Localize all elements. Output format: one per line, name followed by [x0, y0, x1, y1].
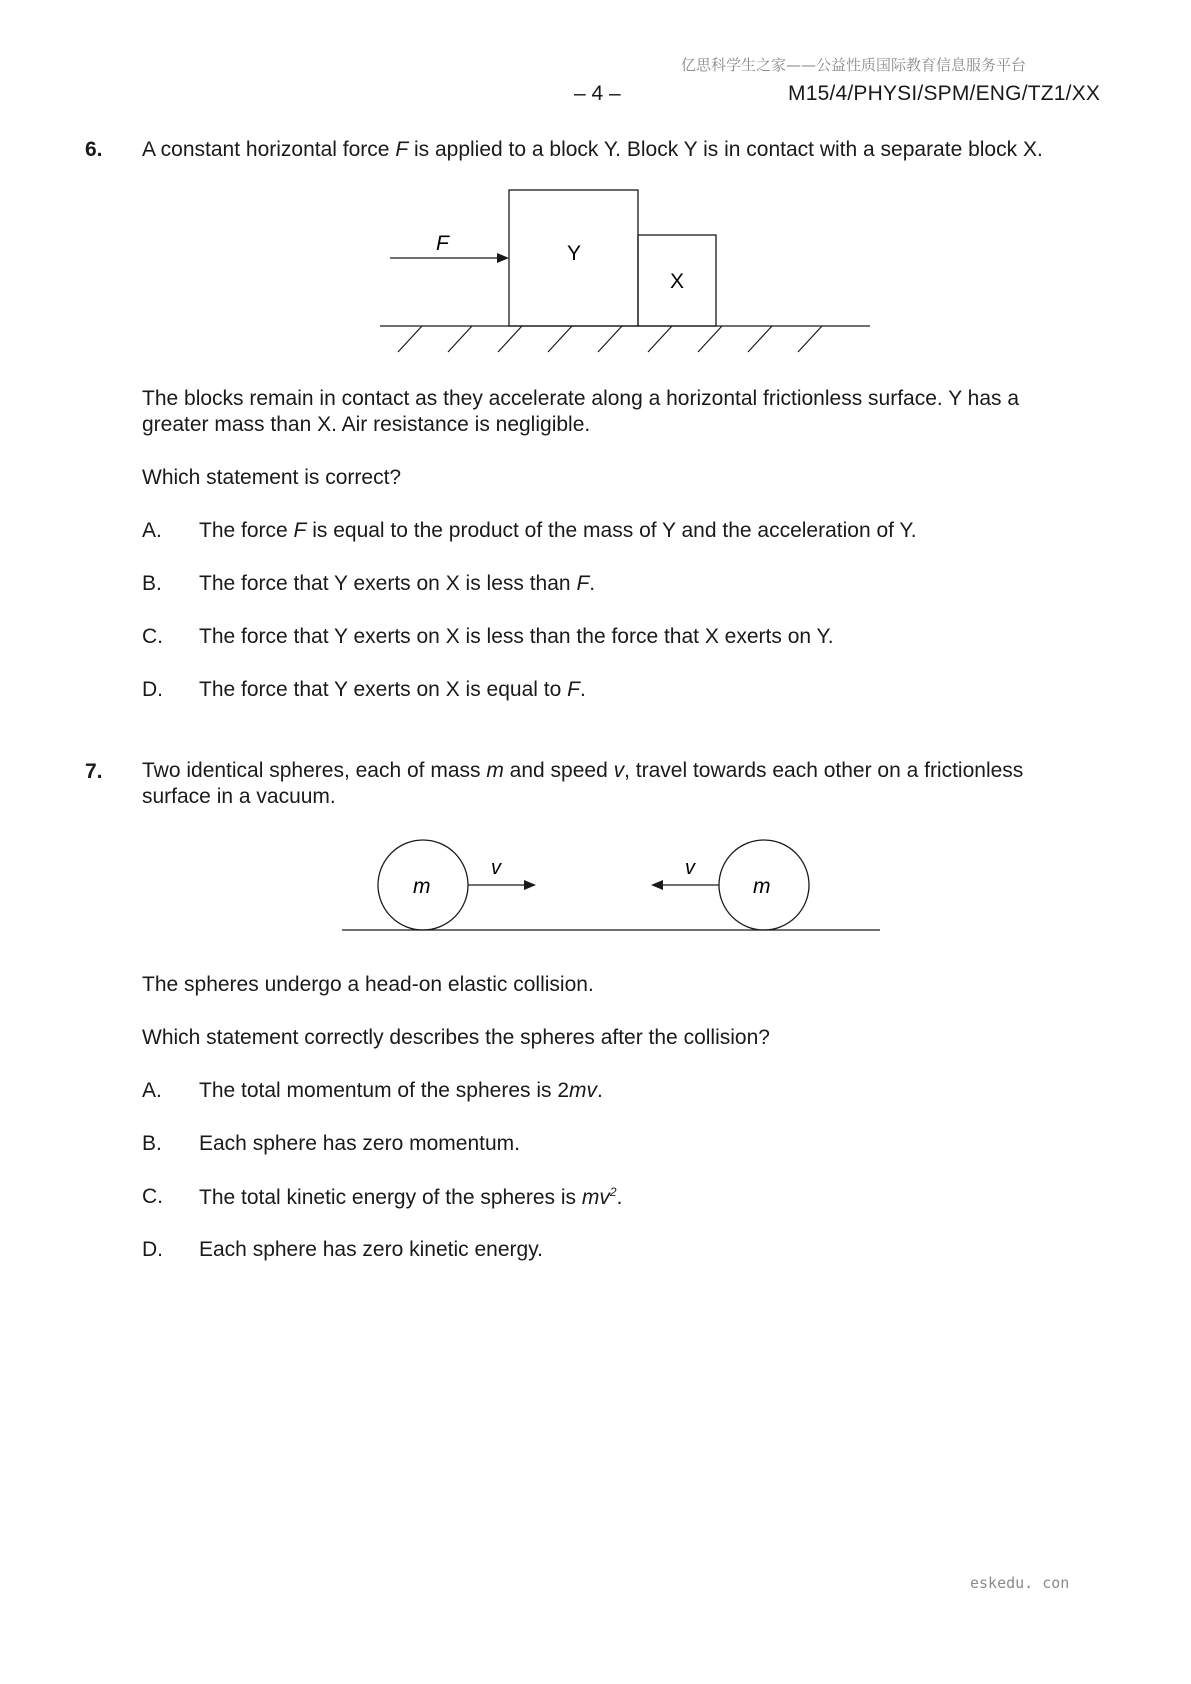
question-7-intro-2: surface in a vacuum.: [142, 785, 336, 808]
q6-option-d-text: The force that Y exerts on X is equal to F.: [199, 678, 586, 701]
spheres-diagram: [330, 830, 890, 940]
question-6-number: 6.: [85, 138, 103, 161]
q6-option-a-letter: A.: [142, 519, 162, 542]
question-7-prompt: Which statement correctly describes the spheres after the collision?: [142, 1026, 770, 1049]
q6-option-b-text: The force that Y exerts on X is less than F.: [199, 572, 596, 595]
sphere-left-mass: m: [413, 875, 431, 898]
sphere-right-mass: m: [753, 875, 771, 898]
question-7-intro-1: Two identical spheres, each of mass m and speed v, travel towards each other on a frictionless: [142, 759, 1024, 782]
q6-option-c-letter: C.: [142, 625, 163, 648]
q7-option-a-letter: A.: [142, 1079, 162, 1102]
q6-option-a-text: The force F is equal to the product of the mass of Y and the acceleration of Y.: [199, 519, 917, 542]
q7-option-d-text: Each sphere has zero kinetic energy.: [199, 1238, 543, 1261]
q7-option-b-letter: B.: [142, 1132, 162, 1155]
block-x-label: X: [670, 270, 685, 293]
question-6-intro: A constant horizontal force F is applied to a block Y. Block Y is in contact with a separate block X.: [142, 138, 1043, 161]
ground-hatching: [398, 326, 822, 352]
force-arrow-head: [497, 253, 509, 263]
q6-option-b-letter: B.: [142, 572, 162, 595]
blocks-diagram: [370, 184, 880, 359]
velocity-left-label: v: [491, 857, 501, 879]
watermark-footer: eskedu. con: [970, 1574, 1070, 1592]
page-number: – 4 –: [574, 82, 621, 105]
q6-option-c-text: The force that Y exerts on X is less than the force that X exerts on Y.: [199, 625, 834, 648]
question-6-prompt: Which statement is correct?: [142, 466, 402, 489]
q7-option-a-text: The total momentum of the spheres is 2mv.: [199, 1079, 603, 1102]
question-7-number: 7.: [85, 760, 103, 783]
question-6-body-2: greater mass than X. Air resistance is negligible.: [142, 413, 591, 436]
q7-option-c-letter: C.: [142, 1185, 163, 1208]
q7-option-b-text: Each sphere has zero momentum.: [199, 1132, 520, 1155]
force-label: F: [436, 232, 449, 255]
velocity-arrow-right-head: [651, 880, 663, 890]
question-6-body-1: The blocks remain in contact as they accelerate along a horizontal frictionless surface. Y has a: [142, 387, 1020, 410]
q7-option-c-text: The total kinetic energy of the spheres is $mv^2$.: [199, 1185, 623, 1209]
velocity-arrow-left-head: [524, 880, 536, 890]
velocity-right-label: v: [685, 857, 695, 879]
watermark-header: 亿思科学生之家——公益性质国际教育信息服务平台: [681, 56, 1027, 74]
q7-option-d-letter: D.: [142, 1238, 163, 1261]
block-y-label: Y: [567, 242, 582, 265]
paper-code: M15/4/PHYSI/SPM/ENG/TZ1/XX: [788, 82, 1101, 105]
question-7-body: The spheres undergo a head-on elastic collision.: [142, 973, 594, 996]
q6-option-d-letter: D.: [142, 678, 163, 701]
